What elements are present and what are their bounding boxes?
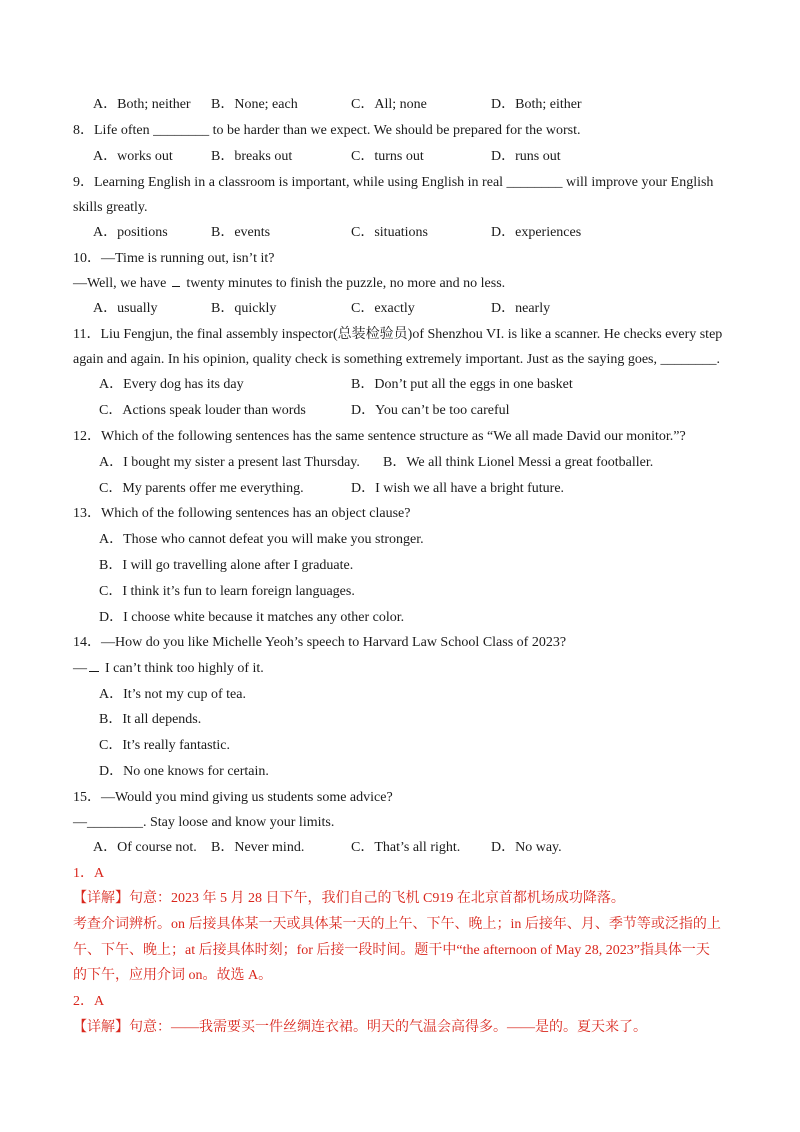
q13-option-c: C．I think it’s fun to learn foreign languages. [99, 584, 355, 599]
q14-option-a: A．It’s not my cup of tea. [99, 687, 246, 702]
q8-option-c: C．turns out [351, 149, 424, 164]
answer-2-label: 2．A [73, 994, 105, 1009]
q15-stem-line2: —________. Stay loose and know your limits. [73, 815, 335, 830]
q10-option-d: D．nearly [491, 301, 551, 316]
answer-1-detail-line3: 午、下午、晚上；at 后接具体时刻；for 后接一段时间。题干中“the afternoon of May 28, 2023”指具体一天 [73, 943, 710, 958]
q10-stem-line1: 10．—Time is running out, isn’t it? [73, 251, 275, 266]
q12-option-b: B．We all think Lionel Messi a great footballer. [383, 455, 654, 470]
q10-stem-before-blank: —Well, we have [73, 276, 167, 291]
q12-option-d: D．I wish we all have a bright future. [351, 481, 565, 496]
q12-option-a: A．I bought my sister a present last Thursday. [99, 455, 360, 470]
q9-stem-line2: skills greatly. [73, 200, 148, 215]
detail-tag: 【详解】 [73, 891, 129, 906]
q14-stem-after-blank: I can’t think too highly of it. [105, 661, 264, 676]
q9-option-b: B．events [211, 225, 271, 240]
q14-stem-line1: 14．—How do you like Michelle Yeoh’s speech to Harvard Law School Class of 2023? [73, 635, 567, 650]
q15-stem-line1: 15．—Would you mind giving us students some advice? [73, 790, 393, 805]
q11-stem-line1: 11．Liu Fengjun, the final assembly inspector(总装检验员)of Shenzhou VI. is like a scanner. He checks every step [73, 327, 723, 342]
answer-2-meaning: 句意：——我需要买一件丝绸连衣裙。明天的气温会高得多。——是的。夏天来了。 [129, 1020, 647, 1035]
q8-option-d: D．runs out [491, 149, 561, 164]
q8-option-a: A．works out [93, 149, 173, 164]
q14-option-b: B．It all depends. [99, 712, 202, 727]
q12-option-c: C．My parents offer me everything. [99, 481, 304, 496]
q7-option-a: A．Both; neither [93, 97, 191, 112]
answer-blank [172, 275, 180, 287]
detail-tag: 【详解】 [73, 1020, 129, 1035]
q10-option-b: B．quickly [211, 301, 277, 316]
q9-option-a: A．positions [93, 225, 168, 240]
q10-option-c: C．exactly [351, 301, 415, 316]
answer-blank [89, 660, 99, 672]
q11-option-b: B．Don’t put all the eggs in one basket [351, 377, 573, 392]
q11-option-c: C．Actions speak louder than words [99, 403, 306, 418]
q13-option-d: D．I choose white because it matches any other color. [99, 610, 405, 625]
answer-1-detail-line4: 的下午，应用介词 on。故选 A。 [73, 968, 273, 983]
q10-stem-line2 [73, 275, 505, 293]
q7-option-c: C．All; none [351, 97, 427, 112]
answer-1-detail-line1 [73, 890, 625, 908]
q10-option-a: A．usually [93, 301, 158, 316]
q8-option-b: B．breaks out [211, 149, 293, 164]
q7-option-d: D．Both; either [491, 97, 582, 112]
q12-stem: 12．Which of the following sentences has the same sentence structure as “We all made David our monitor.”? [73, 429, 686, 444]
q8-stem: 8．Life often ________ to be harder than we expect. We should be prepared for the worst. [73, 123, 581, 138]
q14-stem-line2 [73, 660, 264, 678]
q13-option-b: B．I will go travelling alone after I graduate. [99, 558, 354, 573]
answer-2-detail-line1 [73, 1019, 647, 1037]
q9-option-c: C．situations [351, 225, 429, 240]
q15-option-d: D．No way. [491, 840, 562, 855]
answer-1-meaning: 句意：2023 年 5 月 28 日下午，我们自己的飞机 C919 在北京首都机场成功降落。 [129, 891, 625, 906]
q13-stem: 13．Which of the following sentences has an object clause? [73, 506, 411, 521]
q15-option-b: B．Never mind. [211, 840, 305, 855]
q11-option-a: A．Every dog has its day [99, 377, 244, 392]
q7-option-b: B．None; each [211, 97, 298, 112]
q10-stem-after-blank: twenty minutes to finish the puzzle, no more and no less. [186, 276, 506, 291]
answer-1-label: 1．A [73, 866, 105, 881]
q9-stem-line1: 9．Learning English in a classroom is important, while using English in real ________ will improve your English [73, 175, 714, 190]
answer-1-detail-line2: 考查介词辨析。on 后接具体某一天或具体某一天的上午、下午、晚上；in 后接年、月、季节等或泛指的上 [73, 917, 721, 932]
q14-option-c: C．It’s really fantastic. [99, 738, 231, 753]
q15-option-a: A．Of course not. [93, 840, 197, 855]
q14-stem-before-blank: — [73, 661, 87, 676]
q15-option-c: C．That’s all right. [351, 840, 461, 855]
q13-option-a: A．Those who cannot defeat you will make you stronger. [99, 532, 424, 547]
q11-option-d: D．You can’t be too careful [351, 403, 510, 418]
q9-option-d: D．experiences [491, 225, 582, 240]
q11-stem-line2: again and again. In his opinion, quality check is something extremely important. Just as the saying goes, ________. [73, 352, 720, 367]
q14-option-d: D．No one knows for certain. [99, 764, 269, 779]
